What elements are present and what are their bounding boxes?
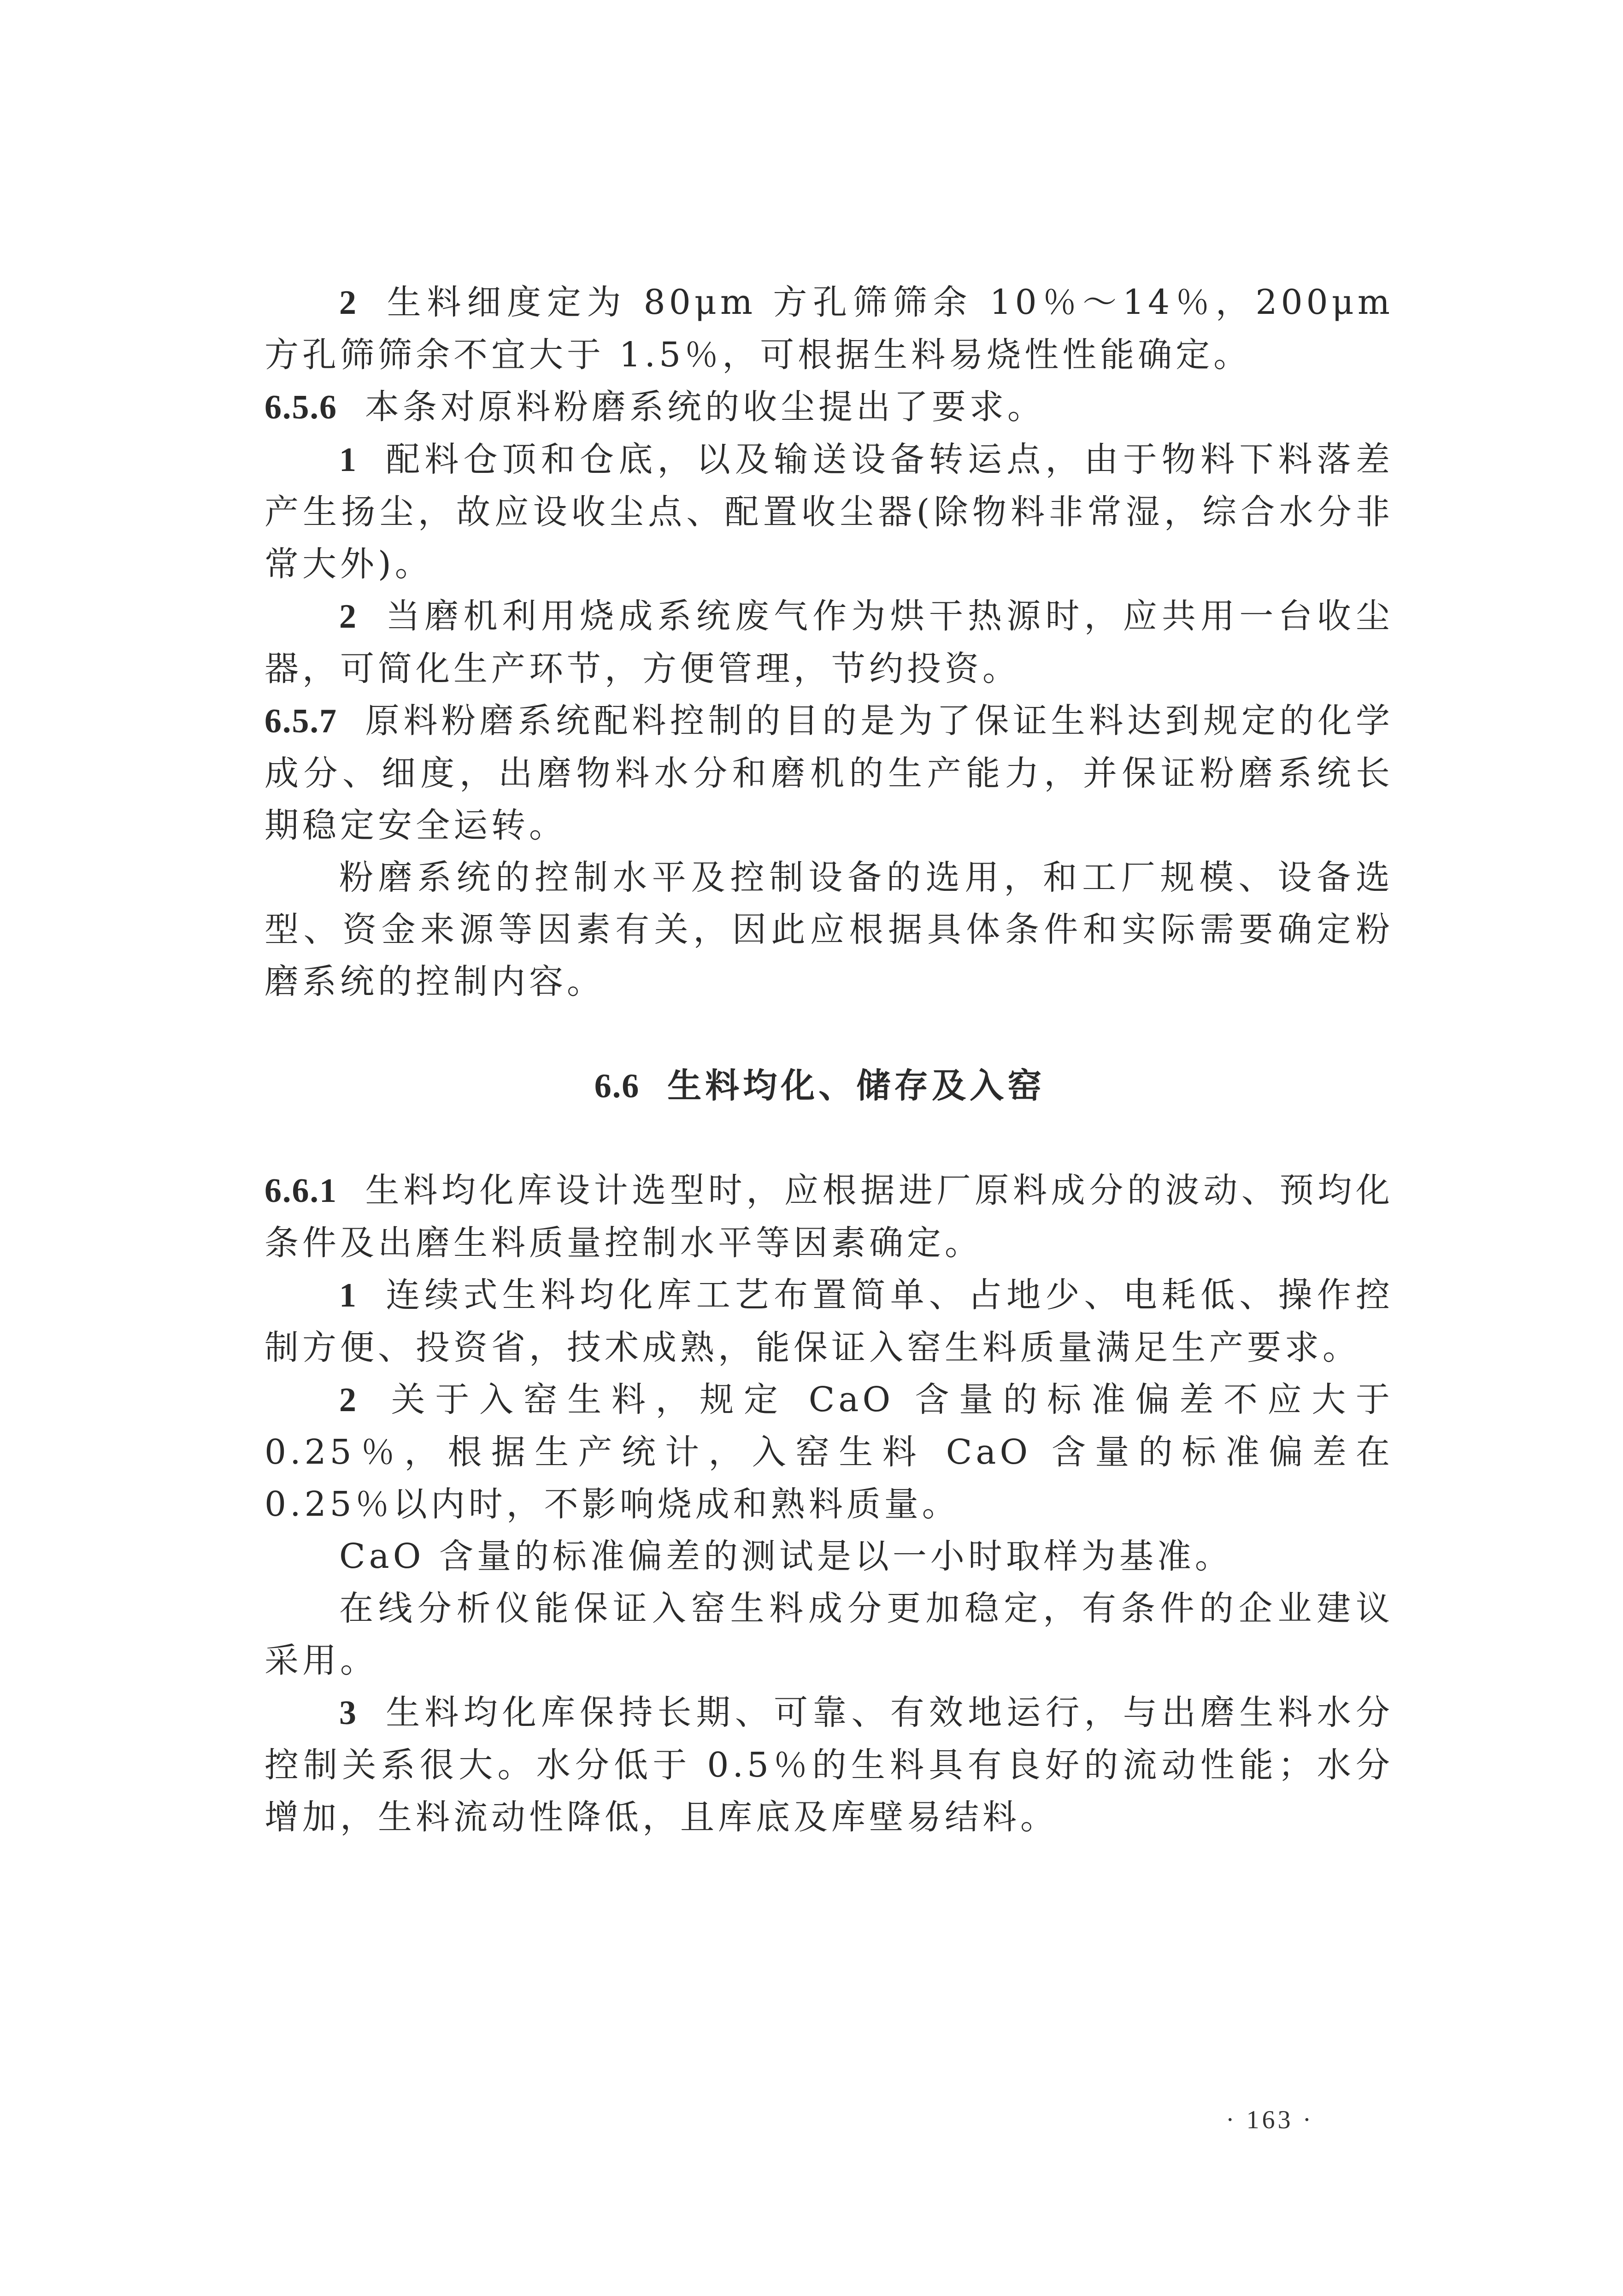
paragraph-text: 配料仓顶和仓底，以及输送设备转运点，由于物料下料落差产生扬尘，故应设收尘点、配置收尘器(除物料非常湿，综合水分非常大外)。	[265, 440, 1394, 584]
paragraph-control-level	[265, 852, 1394, 1008]
paragraph-text: 关于入窑生料，规定 CaO 含量的标准偏差不应大于 0.25％，根据生产统计，入窑生料 CaO 含量的标准偏差在 0.25％以内时，不影响烧成和熟料质量。	[265, 1380, 1394, 1524]
text-block	[265, 277, 1394, 1843]
paragraph-online-analyzer	[265, 1583, 1394, 1687]
paragraph-item-2-fineness	[265, 277, 1394, 381]
paragraph-item-1-dust	[265, 434, 1394, 590]
paragraph-text: 粉磨系统的控制水平及控制设备的选用，和工厂规模、设备选型、资金来源等因素有关，因此应根据具体条件和实际需要确定粉磨系统的控制内容。	[265, 858, 1394, 1001]
clause-number: 6.5.6	[265, 389, 337, 426]
section-number: 6.6	[594, 1067, 640, 1105]
paragraph-text: CaO 含量的标准偏差的测试是以一小时取样为基准。	[339, 1537, 1233, 1576]
clause-number: 6.5.7	[265, 702, 337, 740]
paragraph-text: 生料均化库设计选型时，应根据进厂原料成分的波动、预均化条件及出磨生料质量控制水平等因素确定。	[265, 1171, 1394, 1263]
paragraph-cao-test	[265, 1531, 1394, 1583]
paragraph-text: 原料粉磨系统配料控制的目的是为了保证生料达到规定的化学成分、细度，出磨物料水分和磨机的生产能力，并保证粉磨系统长期稳定安全运转。	[265, 701, 1394, 845]
item-number: 3	[339, 1694, 357, 1732]
item-number: 1	[339, 441, 357, 479]
paragraph-text: 在线分析仪能保证入窑生料成分更加稳定，有条件的企业建议采用。	[265, 1589, 1394, 1680]
item-number: 1	[339, 1277, 357, 1314]
item-number: 2	[339, 1381, 357, 1419]
section-heading	[265, 1060, 1394, 1113]
item-number: 2	[339, 284, 357, 322]
paragraph-text: 生料均化库保持长期、可靠、有效地运行，与出磨生料水分控制关系很大。水分低于 0.5％的生料具有良好的流动性能；水分增加，生料流动性降低，且库底及库壁易结料。	[265, 1693, 1394, 1837]
clause-6-6-1	[265, 1165, 1394, 1269]
clause-6-5-7	[265, 695, 1394, 852]
paragraph-item-2-collector	[265, 590, 1394, 695]
clause-6-5-6	[265, 381, 1394, 434]
paragraph-item-3-moisture	[265, 1687, 1394, 1843]
section-title: 生料均化、储存及入窑	[667, 1066, 1046, 1106]
paragraph-text: 连续式生料均化库工艺布置简单、占地少、电耗低、操作控制方便、投资省，技术成熟，能保证入窑生料质量满足生产要求。	[265, 1275, 1394, 1367]
paragraph-item-2-cao	[265, 1374, 1394, 1531]
clause-number: 6.6.1	[265, 1172, 337, 1210]
paragraph-item-1-continuous	[265, 1269, 1394, 1374]
paragraph-text: 本条对原料粉磨系统的收尘提出了要求。	[365, 387, 1045, 427]
item-number: 2	[339, 598, 357, 636]
paragraph-text: 生料细度定为 80μm 方孔筛筛余 10％～14％，200μm 方孔筛筛余不宜大于 1.5％，可根据生料易烧性性能确定。	[265, 283, 1394, 375]
paragraph-text: 当磨机利用烧成系统废气作为烘干热源时，应共用一台收尘器，可简化生产环节，方便管理，节约投资。	[265, 596, 1394, 689]
page-number: · 163 ·	[1226, 2106, 1314, 2134]
